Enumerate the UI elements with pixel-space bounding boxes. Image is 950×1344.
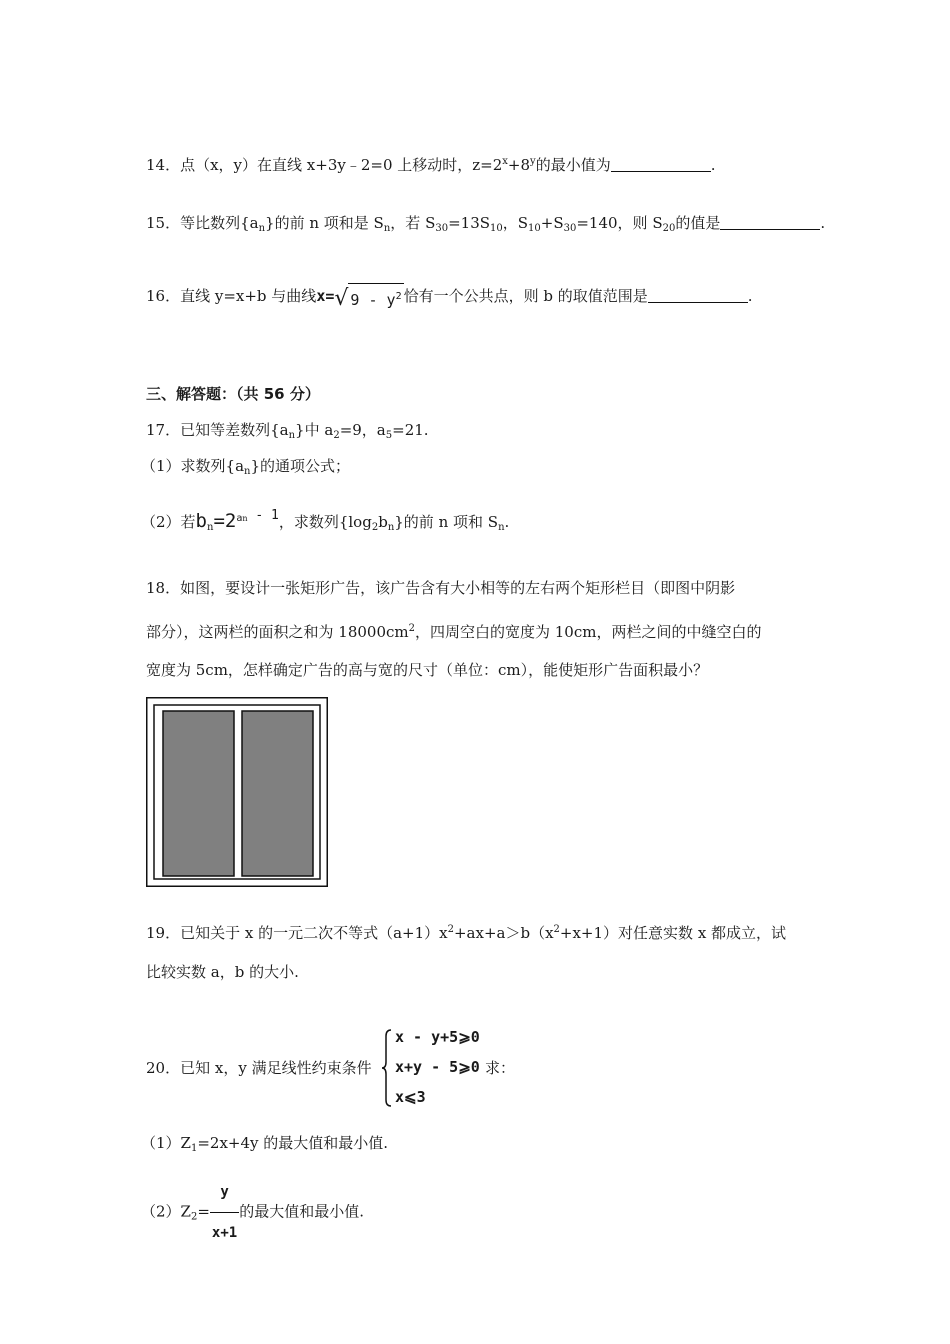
question-number: 15． xyxy=(146,214,181,232)
question-19-line-2: 比较实数 a，b 的大小. xyxy=(146,963,299,981)
constraint-3: x⩽3 xyxy=(395,1088,426,1106)
question-15: 15．等比数列$\{a_n\}$的前 n 项和是 $S_n$，若 $S_{30}=13S_{10}$，$S_{10}+S_{30}=140$，则 $S_{20}$的值是 . xyxy=(146,214,826,234)
question-20: 20．已知 x，y 满足线性约束条件 xyxy=(146,1059,372,1077)
question-number: 20． xyxy=(146,1059,181,1077)
advertisement-figure xyxy=(146,697,328,887)
question-19-line-1: 19．已知关于 x 的一元二次不等式$(a+1)x^2+ax+a>b(x^2+x+1)$对任意实数 x 都成立，试 xyxy=(146,924,787,942)
fraction: $\frac{y}{x+1}$ xyxy=(210,1172,239,1253)
question-17-part-2: （2）若$b_n=2^{an} - 1$，求数列$\{\log_2b_n\}$的前 n 项和 $S_n$. xyxy=(141,508,510,533)
question-18-line-2: 部分），这两栏的面积之和为 $18000cm^2$，四周空白的宽度为 10cm，两栏之间的中缝空白的 xyxy=(146,623,762,641)
math-b: b xyxy=(195,510,207,532)
question-14: 14．点（x，y）在直线 x+3y﹣2=0 上移动时，$z=2^x+8^y$的最小值为 . xyxy=(146,156,716,174)
question-20-part-2: $(2)Z_2=$ $\frac{y}{x+1}$ 的最大值和最小值. xyxy=(141,1172,364,1253)
math-x-equals: x= xyxy=(316,287,335,305)
question-17-part-1: （1）求数列$\{a_n\}$的通项公式； xyxy=(141,457,351,477)
section-heading: 三、解答题：（共 56 分） xyxy=(146,385,320,403)
question-20-part-1: $(1)Z_1=2x+4y$ 的最大值和最小值. xyxy=(141,1134,389,1154)
question-number: 19． xyxy=(146,924,181,942)
left-brace xyxy=(381,1028,393,1108)
question-16: 16．直线 y=x+b 与曲线x=√ $9 - y^2$ 恰有一个公共点，则 b 的取值范围是 . xyxy=(146,283,753,313)
question-17: 17．已知等差数列$\{a_n\}$中 $a_2=9$，$a_5=21$. xyxy=(146,421,429,441)
question-18-line-1: 18．如图，要设计一张矩形广告，该广告含有大小相等的左右两个矩形栏目（即图中阴影 xyxy=(146,579,736,597)
sqrt-expression: √ $9 - y^2$ xyxy=(334,283,403,313)
question-18-line-3: 宽度为 5cm，怎样确定广告的高与宽的尺寸（单位：cm），能使矩形广告面积最小？ xyxy=(146,661,709,679)
answer-blank xyxy=(611,157,711,172)
question-number: 17． xyxy=(146,421,181,439)
answer-blank xyxy=(720,215,820,230)
constraint-system xyxy=(381,1028,501,1108)
question-number: 18． xyxy=(146,579,181,597)
question-number: 14． xyxy=(146,156,181,174)
question-number: 16． xyxy=(146,287,181,305)
constraint-1: x - y+5⩾0 xyxy=(395,1028,480,1046)
ad-left-panel xyxy=(163,711,234,876)
question-20-tail: 求： xyxy=(485,1059,516,1077)
constraint-2: x+y - 5⩾0 xyxy=(395,1058,480,1076)
answer-blank xyxy=(648,288,748,303)
ad-right-panel xyxy=(242,711,313,876)
